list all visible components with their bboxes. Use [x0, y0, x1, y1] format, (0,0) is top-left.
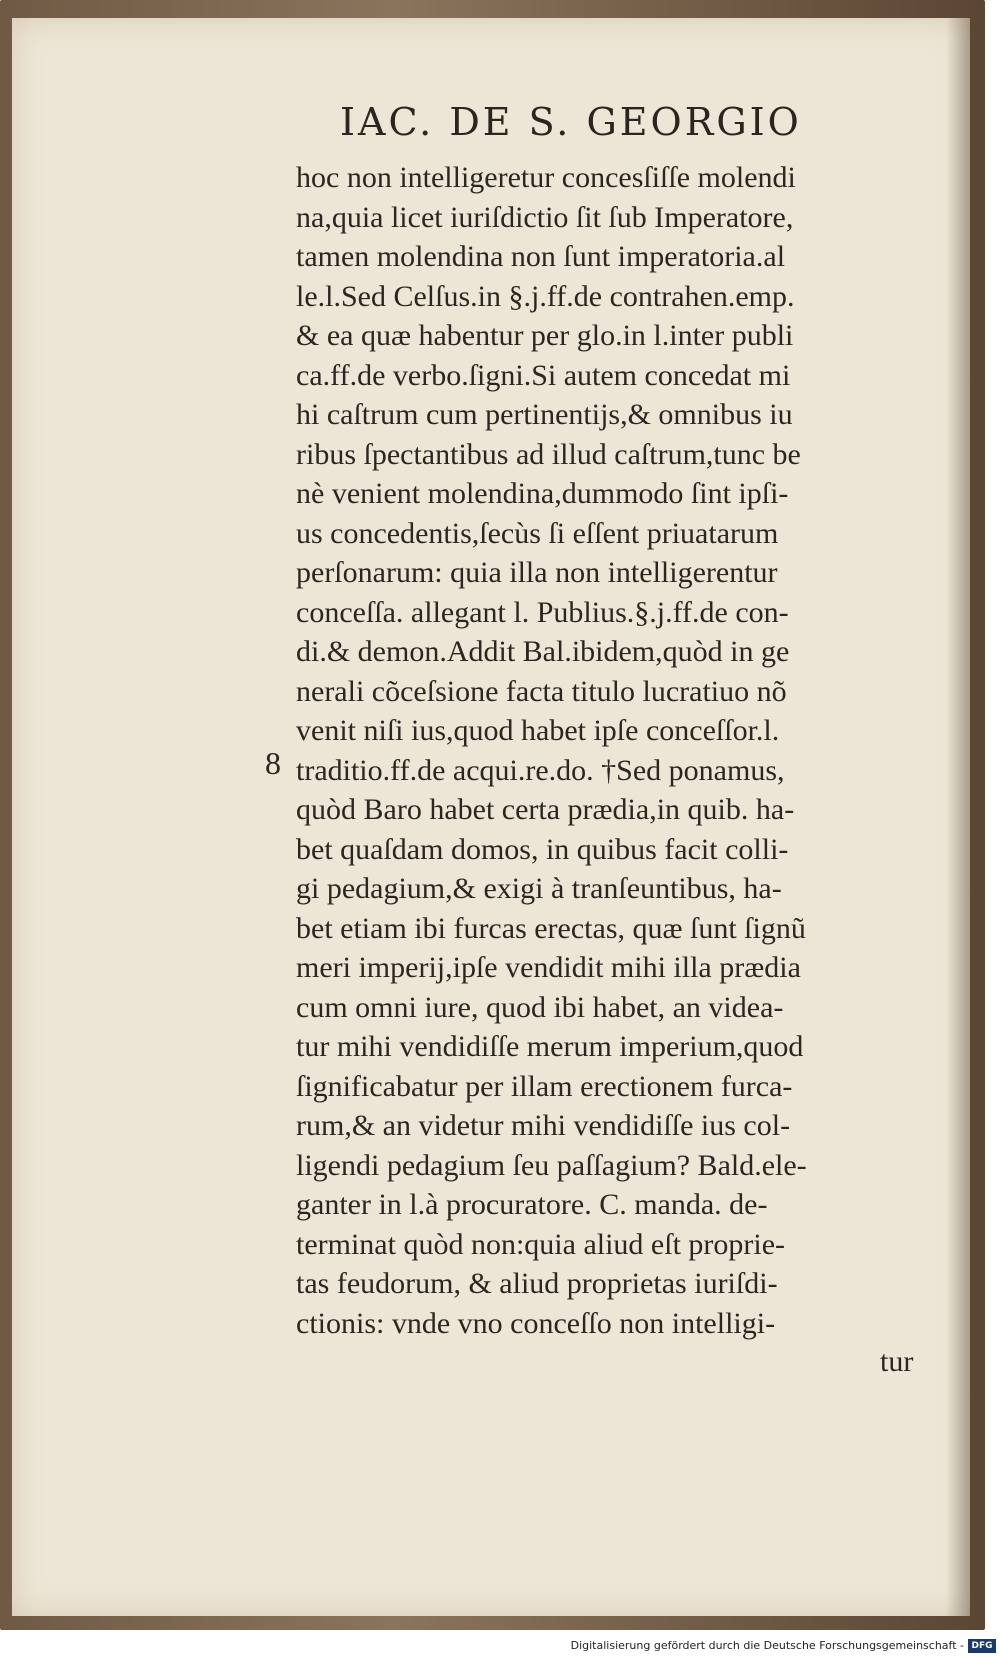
running-head: IAC. DE S. GEORGIO [340, 100, 802, 144]
text-line: ctionis: vnde vno conceſſo non intelligi- [296, 1306, 776, 1340]
text-line: perſonarum: quia illa non intelligerentur [296, 556, 778, 589]
text-line: terminat quòd non:quia aliud eſt proprie- [296, 1227, 786, 1261]
text-line: le.l.Sed Celſus.in §.j.ff.de contrahen.emp. [296, 279, 795, 313]
text-line: quòd Baro habet certa prædia,in quib. ha- [296, 793, 795, 826]
text-line: traditio.ff.de acqui.re.do. †Sed ponamus, [296, 753, 785, 787]
marginal-note-number: 8 [265, 745, 281, 781]
text-line: venit niſi ius,quod habet ipſe conceſſor.l. [296, 714, 780, 747]
text-line: hoc non intelligeretur concesſiſſe molendi [296, 161, 796, 194]
text-line: di.& demon.Addit Bal.ibidem,quòd in ge [296, 635, 790, 668]
text-line: us concedentis,ſecùs ſi eſſent priuatarum [296, 516, 779, 550]
text-line: rum,& an videtur mihi vendidiſſe ius col- [296, 1109, 791, 1142]
text-line: ligendi pedagium ſeu paſſagium? Bald.ele- [296, 1148, 807, 1182]
text-line: ca.ff.de verbo.ſigni.Si autem concedat mi [296, 358, 791, 392]
catchword: tur [880, 1345, 914, 1378]
text-line: ſignificabatur per illam erectionem furca- [296, 1069, 793, 1103]
dfg-logo: DFG [968, 1639, 996, 1653]
text-line: & ea quæ habentur per glo.in l.inter publi [296, 319, 794, 352]
page-gutter-shadow [946, 18, 970, 1616]
footer-credit: Digitalisierung gefördert durch die Deutsche Forschungsgemeinschaft - [570, 1639, 964, 1652]
text-line: na,quia licet iuriſdictio ſit ſub Imperatore, [296, 200, 794, 234]
body-text [296, 158, 936, 1343]
text-line: tas feudorum, & aliud proprietas iuriſdi- [296, 1267, 778, 1300]
footer-bar [0, 1630, 1000, 1657]
text-line: nè venient molendina,dummodo ſint ipſi- [296, 477, 789, 510]
text-line: ganter in l.à procuratore. C. manda. de- [296, 1188, 768, 1221]
text-line: cum omni iure, quod ibi habet, an videa- [296, 990, 784, 1024]
text-line: conceſſa. allegant l. Publius.§.j.ff.de con- [296, 595, 789, 629]
text-line: hi caſtrum cum pertinentijs,& omnibus iu [296, 398, 793, 431]
text-line: tur mihi vendidiſſe merum imperium,quod [296, 1030, 804, 1063]
text-line: bet etiam ibi furcas erectas, quæ ſunt ſignũ [296, 911, 806, 945]
text-line: gi pedagium,& exigi à tranſeuntibus, ha- [296, 872, 782, 905]
text-line: tamen molendina non ſunt imperatoria.al [296, 240, 786, 273]
text-line: ribus ſpectantibus ad illud caſtrum,tunc be [296, 437, 801, 471]
text-line: bet quaſdam domos, in quibus facit colli- [296, 832, 789, 866]
text-line: nerali cõceſsione facta titulo lucratiuo nõ [296, 674, 787, 708]
text-line: meri imperij,ipſe vendidit mihi illa prædia [296, 951, 801, 984]
